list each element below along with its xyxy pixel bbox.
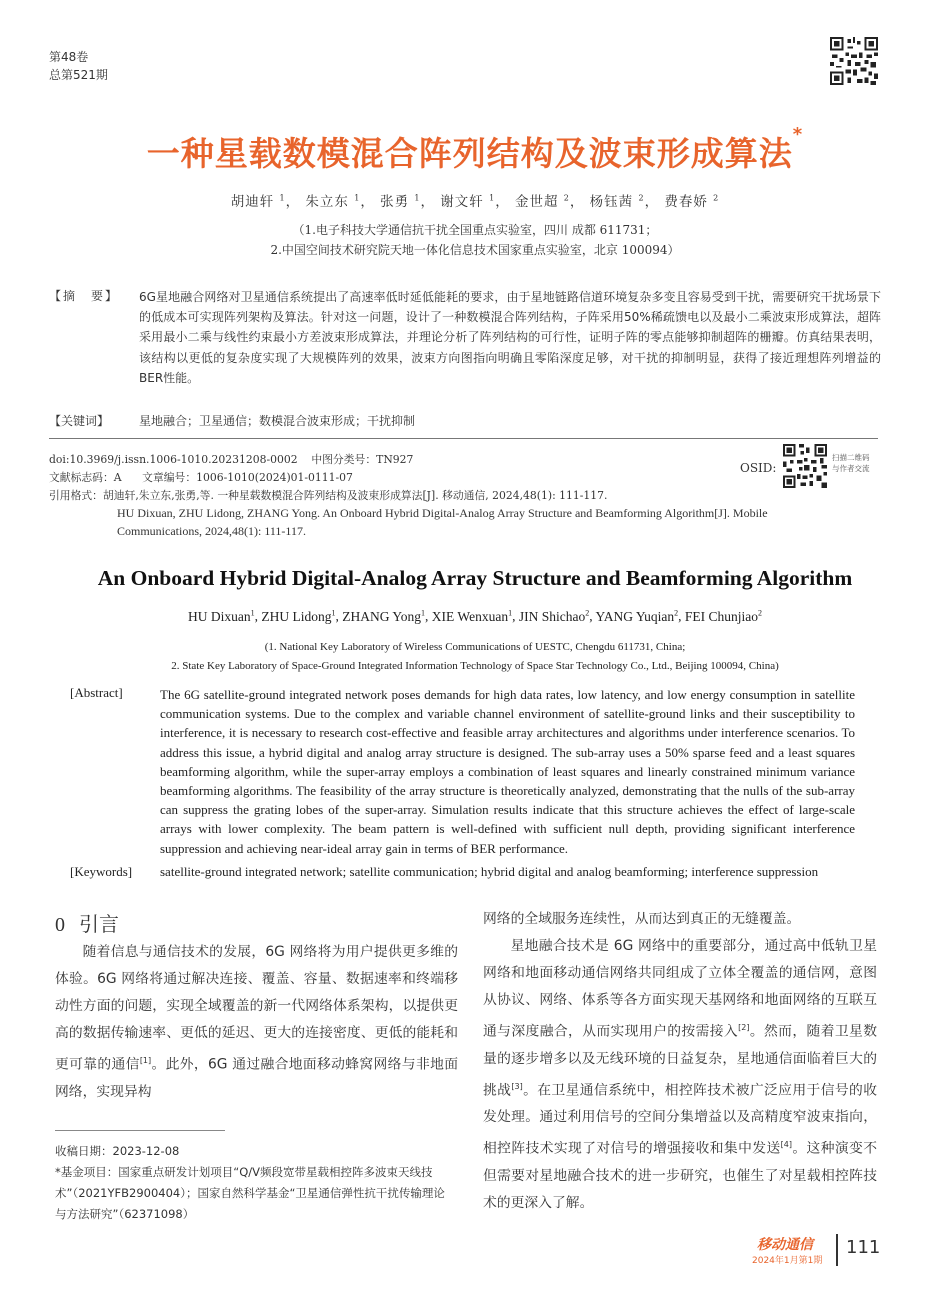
footer-divider	[836, 1234, 838, 1266]
author-cn: 杨钰茜 $^2$	[589, 193, 645, 210]
abstract-cn-text: 6G星地融合网络对卫星通信系统提出了高速率低时延低能耗的要求，由于星地链路信道环境复杂多变且容易受到干扰，需要研究干扰场景下的低成本可实现阵列架构及算法。针对这一问题，设计了一种数模混合阵列结构，子阵采用50%稀疏馈电以及最小二乘波束形成算法，超阵采用最小二乘与线性约束最小方差波束形成算法，并理论分析了阵列结构的可行性，证明子阵的零点能够抑制超阵的栅瓣。仿真结果表明，该结构以更低的复杂度实现了大规模阵列的效果，波束方向图指向明确且零陷深度足够，对干扰的抑制明显，获得了接近理想阵列增益的BER性能。	[139, 290, 881, 385]
keywords-cn-text: 星地融合；卫星通信；数模混合波束形成；干扰抑制	[139, 414, 416, 428]
qr-note-line-1: 扫描二维码	[832, 453, 870, 462]
title-cn-text: 一种星载数模混合阵列结构及波束形成算法	[146, 134, 793, 173]
abstract-en-text: The 6G satellite-ground integrated network poses demands for high data rates, low latency, and low energy consumption in satellite communication systems. Due to the complex and variable channel environment of satellite-ground links and their susceptibility to interference, it is necessary to research cost-effective and feasible array architectures and algorithms under interference scenarios. To address this issue, a hybrid digital and analog array structure is designed. The sub-array uses a 50% sparse feed and a least squares beamforming algorithm, while the super-array employs a combination of least squares and linearly constrained minimum variance beamforming algorithms. The feasibility of the array structure is theoretically analyzed, demonstrating that the nulls of the sub-array can suppress the grating lobes of the super-array. Simulation results indicate that this structure achieves the effect of large-scale arrays with lower complexity. The beam pattern is well-defined with sufficient null depth, providing significant interference suppression and achieving near-ideal array gain in terms of BER performance.	[160, 687, 855, 856]
osid-qr-code-icon	[783, 444, 827, 488]
keywords-en-label: [Keywords]	[70, 864, 133, 879]
osid-label: OSID:	[740, 461, 777, 475]
author-en: YANG Yuqian$^2$	[595, 608, 679, 624]
author-en: JIN Shichao$^2$	[518, 608, 590, 624]
affiliation-en-2: 2. State Key Laboratory of Space-Ground Integrated Information Technology of Space Star Technology Co., Ltd., Beijing 100094, China)	[171, 660, 779, 672]
body-paragraph-1: 随着信息与通信技术的发展，6G 网络将为用户提供更多维的体验。6G 网络将通过解决连接、覆盖、容量、数据速率和终端移动性方面的问题，实现全域覆盖的新一代网络体系架构，以提供更高的数据传输速率、更低的延迟、更大的连接密度、更低的能耗和更可靠的通信[1]。此外，6G 通过融合地面移动蜂窝网络与非地面网络，实现异构	[55, 944, 459, 1100]
body-paragraph-2: 星地融合技术是 6G 网络中的重要部分，通过高中低轨卫星网络和地面移动通信网络共同组成了立体全覆盖的通信网，意图从协议、网络、体系等各方面实现天基网络和地面网络的互联互通与深度融合，从而实现用户的按需接入[2]。然而，随着卫星数量的逐步增多以及无线环境的日益复杂，星地通信面临着巨大的挑战[3]。在卫星通信系统中，相控阵技术被广泛应用于信号的收发处理。通过利用信号的空间分集增益以及高精度窄波束指向，相控阵技术实现了对信号的增强接收和集中发送[4]。这种演变不但需要对星地融合技术的进一步研究，也催生了对星载相控阵技术的更深入了解。	[483, 938, 878, 1211]
abstract-cn-label: 【摘 要】	[49, 289, 120, 303]
author-en: ZHANG Yong$^1$	[342, 608, 426, 624]
page-title-cn	[0, 124, 950, 175]
author-en: HU Dixuan$^1$	[188, 608, 255, 624]
title-footnote-mark: *	[792, 124, 804, 145]
volume-label: 第48卷	[49, 50, 89, 64]
author-en: FEI Chunjiao$^2$	[684, 608, 762, 624]
article-number: 文章编号：1006-1010(2024)01-0111-07	[142, 471, 353, 484]
author-en: XIE Wenxuan$^1$	[431, 608, 513, 624]
footnote-divider	[55, 1130, 225, 1131]
received-date: 收稿日期：2023-12-08	[55, 1144, 180, 1158]
issue-total-label: 总第521期	[49, 68, 108, 82]
page-number: 111	[846, 1237, 881, 1258]
authors-cn: 胡迪轩 $^1$， 朱立东 $^1$， 张勇 $^1$， 谢文轩 $^1$， 金世超 $^2$， 杨钰茜 $^2$， 费春娇 $^2$	[230, 193, 720, 210]
author-en: ZHU Lidong$^1$	[261, 608, 336, 624]
affiliation-en-1: (1. National Key Laboratory of Wireless Communications of UESTC, Chengdu 611731, China;	[264, 641, 686, 653]
clc-number: 中图分类号：TN927	[311, 453, 414, 466]
citation-en-2: Communications, 2024,48(1): 111-117.	[117, 524, 306, 538]
body-column-2	[483, 906, 877, 1217]
keywords-cn-label: 【关键词】	[49, 414, 110, 428]
affiliations-en	[0, 638, 950, 676]
abstract-en-label: [Abstract]	[70, 685, 123, 700]
author-cn: 金世超 $^2$	[514, 193, 570, 210]
page-title-en: An Onboard Hybrid Digital-Analog Array Structure and Beamforming Algorithm	[97, 566, 853, 590]
author-cn: 谢文轩 $^1$	[440, 193, 496, 210]
author-cn: 张勇 $^1$	[380, 193, 421, 210]
footnotes	[55, 1141, 455, 1225]
section-number: 0	[55, 914, 65, 936]
qr-note-line-2: 与作者交流	[832, 464, 870, 473]
affiliation-cn-2: 2.中国空间技术研究院天地一体化信息技术国家重点实验室，北京 100094）	[270, 243, 680, 257]
qr-code-icon	[830, 37, 878, 85]
qr-note	[832, 452, 870, 474]
divider	[49, 438, 878, 439]
citation-ref: [4]	[780, 1140, 792, 1150]
author-cn: 费春娇 $^2$	[664, 193, 720, 210]
citation-en-1: HU Dixuan, ZHU Lidong, ZHANG Yong. An Onboard Hybrid Digital-Analog Array Structure and Beamforming Algorithm[J]. Mobile	[117, 506, 768, 520]
keywords-en-text: satellite-ground integrated network; satellite communication; hybrid digital and analog beamforming; interference suppression	[160, 864, 819, 879]
authors-en: HU Dixuan$^1$, ZHU Lidong$^1$, ZHANG Yong$^1$, XIE Wenxuan$^1$, JIN Shichao$^2$, YANG Yuqian$^2$, FEI Chunjiao$^2$	[188, 608, 762, 624]
body-paragraph-1-cont: 网络的全域服务连续性，从而达到真正的无缝覆盖。	[483, 911, 801, 927]
citation-cn: 引用格式：胡迪轩,朱立东,张勇,等. 一种星载数模混合阵列结构及波束形成算法[J]. 移动通信, 2024,48(1): 111-117.	[49, 489, 608, 502]
doc-code-line	[49, 470, 353, 485]
author-cn: 朱立东 $^1$	[305, 193, 361, 210]
section-heading	[55, 908, 119, 937]
citation-ref: [3]	[511, 1081, 523, 1091]
author-cn: 胡迪轩 $^1$	[230, 193, 286, 210]
affiliations-cn	[0, 220, 950, 260]
fund-note: *基金项目：国家重点研发计划项目“Q/V频段宽带星载相控阵多波束天线技术”（2021YFB2900404）；国家自然科学基金“卫星通信弹性抗干扰传输理论与方法研究”（62371098）	[55, 1165, 445, 1221]
citation-ref: [1]	[139, 1056, 152, 1065]
doi: doi:10.3969/j.issn.1006-1010.20231208-0002	[49, 453, 298, 466]
volume-info	[49, 48, 108, 84]
journal-issue: 2024年1月第1期	[752, 1256, 823, 1266]
affiliation-cn-1: （1.电子科技大学通信抗干扰全国重点实验室，四川 成都 611731；	[292, 223, 658, 237]
section-title: 引言	[79, 912, 119, 936]
journal-name: 移动通信	[757, 1237, 813, 1253]
doc-code: 文献标志码：A	[49, 471, 122, 484]
doi-line	[49, 452, 413, 467]
citation-ref: [2]	[738, 1023, 750, 1032]
